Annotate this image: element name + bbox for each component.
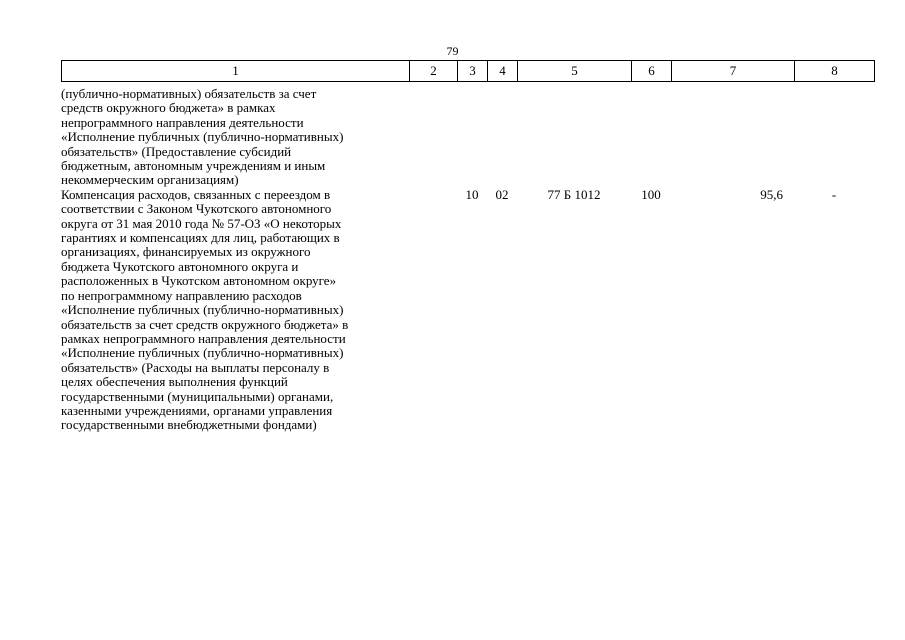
description-line: обязательств» (Предоставление субсидий	[61, 143, 292, 159]
header-col-5: 5	[518, 61, 632, 82]
description-line: «Исполнение публичных (публично-нормативных)	[61, 345, 344, 361]
header-col-8: 8	[795, 61, 875, 82]
description-line: «Исполнение публичных (публично-нормативных)	[61, 302, 344, 318]
description-line: округа от 31 мая 2010 года № 57-ОЗ «О некоторых	[61, 215, 342, 231]
description-line: расположенных в Чукотском автономном округе»	[61, 273, 337, 289]
column-header-table	[61, 60, 875, 82]
description-line: организациях, финансируемых из окружного	[61, 244, 311, 260]
row-description	[61, 87, 409, 188]
header-col-7: 7	[672, 61, 795, 82]
description-line: целях обеспечения выполнения функций	[61, 374, 288, 390]
header-col-1: 1	[62, 61, 410, 82]
cell-amount	[671, 188, 794, 202]
cell-col-8: -	[831, 186, 837, 202]
amount-value: 95,6	[760, 186, 783, 202]
table-row	[61, 188, 874, 433]
cell-section: 10	[465, 186, 479, 202]
description-line: обязательств за счет средств окружного бюджета» в	[61, 316, 349, 332]
header-col-3: 3	[458, 61, 488, 82]
description-line: Компенсация расходов, связанных с переездом в	[61, 186, 331, 202]
header-row	[62, 61, 875, 82]
cell-subsection: 02	[495, 186, 509, 202]
cell-amount	[671, 87, 794, 101]
header-col-4: 4	[488, 61, 518, 82]
description-line: государственными внебюджетными фондами)	[61, 417, 317, 433]
page-number: 79	[446, 44, 459, 58]
row-description	[61, 188, 409, 433]
description-line: по непрограммному направлению расходов	[61, 287, 302, 303]
description-line: бюджетным, автономным учреждениям и иным	[61, 158, 326, 174]
description-line: некоммерческим организациям)	[61, 172, 239, 188]
table-body	[61, 87, 874, 433]
description-line: средств окружного бюджета» в рамках	[61, 100, 276, 116]
cell-expense-type: 100	[641, 186, 661, 202]
cell-target-article: 77 Б 1012	[547, 186, 601, 202]
table-row	[61, 87, 874, 188]
description-line: бюджета Чукотского автономного округа и	[61, 258, 299, 274]
description-line: казенными учреждениями, органами управления	[61, 402, 333, 418]
description-line: непрограммного направления деятельности	[61, 114, 304, 130]
description-line: соответствии с Законом Чукотского автономного	[61, 201, 332, 217]
header-col-6: 6	[632, 61, 672, 82]
description-line: «Исполнение публичных (публично-нормативных)	[61, 129, 344, 145]
description-line: обязательств» (Расходы на выплаты персоналу в	[61, 359, 330, 375]
description-line: государственными (муниципальными) органами,	[61, 388, 334, 404]
description-line: (публично-нормативных) обязательств за счет	[61, 86, 317, 101]
description-line: рамках непрограммного направления деятельности	[61, 330, 346, 346]
description-line: гарантиях и компенсациях для лиц, работающих в	[61, 230, 340, 246]
header-col-2: 2	[410, 61, 458, 82]
